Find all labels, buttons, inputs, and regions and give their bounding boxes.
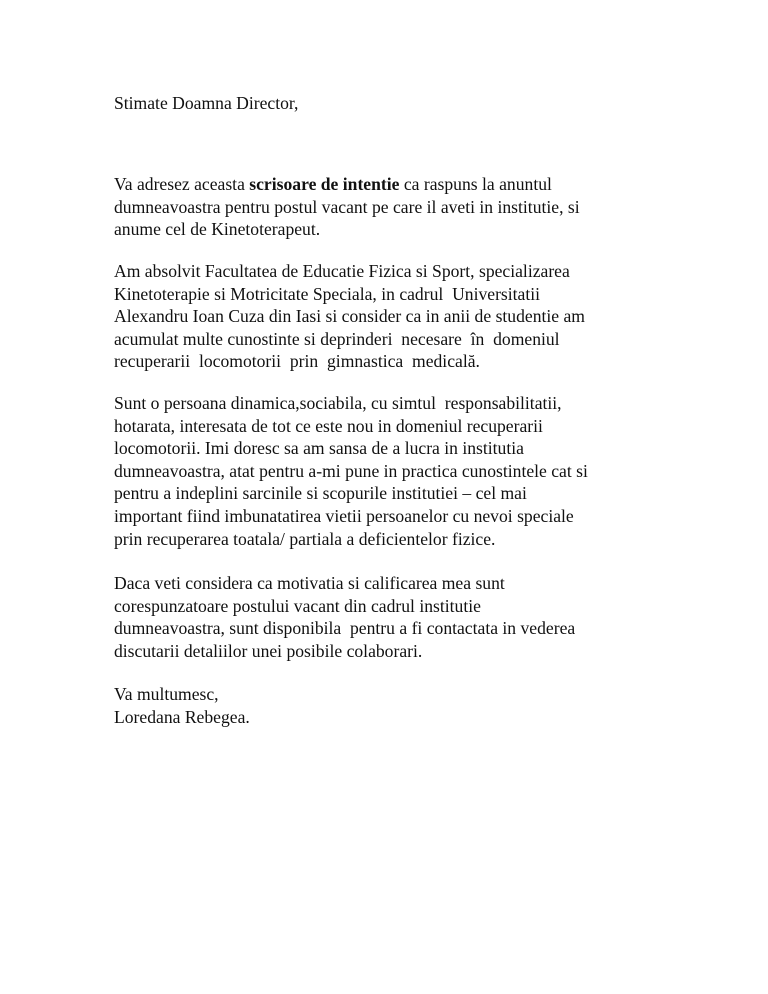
paragraph-line: pentru a indeplini sarcinile si scopurile institutiei – cel mai — [114, 483, 527, 504]
paragraph-education — [114, 260, 674, 373]
paragraph-line: important fiind imbunatatirea vietii persoanelor cu nevoi speciale — [114, 505, 574, 526]
paragraph-line: corespunzatoare postului vacant din cadrul institutie — [114, 595, 481, 616]
paragraph-line: dumneavoastra pentru postul vacant pe care il aveti in institutie, si — [114, 196, 580, 217]
paragraph-personality — [114, 392, 674, 550]
paragraph-line: anume cel de Kinetoterapeut. — [114, 219, 321, 240]
paragraph-line: acumulat multe cunostinte si deprinderi necesare în domeniul — [114, 328, 560, 349]
paragraph-intro — [114, 173, 674, 241]
paragraph-line: dumneavoastra, atat pentru a-mi pune in practica cunostintele cat si — [114, 460, 588, 481]
text-run: Va adresez aceasta — [114, 174, 250, 194]
paragraph-line: discutarii detaliilor unei posibile colaborari. — [114, 640, 423, 661]
closing — [114, 683, 674, 728]
salutation-line: Stimate Doamna Director, — [114, 93, 299, 113]
signature-name: Loredana Rebegea. — [114, 706, 250, 727]
bold-phrase: scrisoare de intentie — [249, 174, 400, 194]
closing-thanks: Va multumesc, — [114, 684, 219, 704]
paragraph-availability — [114, 572, 674, 662]
paragraph-line — [114, 173, 674, 196]
paragraph-line: locomotorii. Imi doresc sa am sansa de a lucra in institutia — [114, 438, 524, 459]
paragraph-line: Am absolvit Facultatea de Educatie Fizica si Sport, specializarea — [114, 261, 570, 281]
paragraph-line: recuperarii locomotorii prin gimnastica medicală. — [114, 351, 480, 372]
paragraph-line: prin recuperarea toatala/ partiala a deficientelor fizice. — [114, 528, 496, 549]
paragraph-line: Sunt o persoana dinamica,sociabila, cu simtul responsabilitatii, — [114, 393, 562, 413]
paragraph-line: dumneavoastra, sunt disponibila pentru a fi contactata in vederea — [114, 618, 576, 639]
paragraph-line: Kinetoterapie si Motricitate Speciala, in cadrul Universitatii — [114, 283, 541, 304]
paragraph-line: hotarata, interesata de tot ce este nou in domeniul recuperarii — [114, 415, 543, 436]
salutation — [114, 92, 674, 115]
paragraph-line: Daca veti considera ca motivatia si calificarea mea sunt — [114, 573, 505, 593]
paragraph-line: Alexandru Ioan Cuza din Iasi si consider ca in anii de studentie am — [114, 306, 585, 327]
text-run: ca raspuns la anuntul — [399, 174, 552, 194]
